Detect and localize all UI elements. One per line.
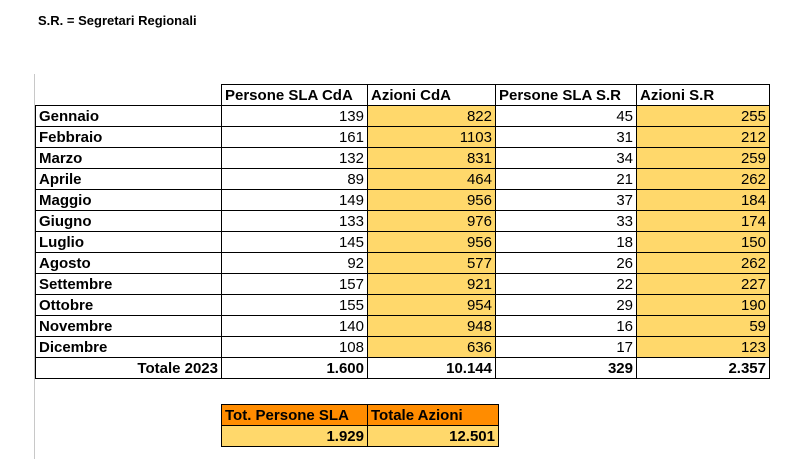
cell-persone-sla-sr: 17 (496, 337, 637, 358)
summary-totals-table (221, 404, 499, 447)
cell-persone-sla-sr: 45 (496, 106, 637, 127)
month-label: Giugno (36, 211, 222, 232)
month-label: Febbraio (36, 127, 222, 148)
table-row (36, 127, 770, 148)
total-row (36, 358, 770, 379)
table-row (36, 253, 770, 274)
cell-azioni-sr: 174 (637, 211, 770, 232)
month-label: Novembre (36, 316, 222, 337)
cell-azioni-sr: 184 (637, 190, 770, 211)
summary-value-persone: 1.929 (222, 426, 368, 447)
table-row (36, 190, 770, 211)
month-label: Marzo (36, 148, 222, 169)
total-cell-azioni-cda: 10.144 (368, 358, 496, 379)
summary-value-azioni: 12.501 (368, 426, 499, 447)
month-label: Aprile (36, 169, 222, 190)
cell-persone-sla-cda: 140 (222, 316, 368, 337)
cell-persone-sla-cda: 139 (222, 106, 368, 127)
total-label: Totale 2023 (36, 358, 222, 379)
cell-persone-sla-sr: 34 (496, 148, 637, 169)
cell-persone-sla-cda: 133 (222, 211, 368, 232)
cell-persone-sla-cda: 155 (222, 295, 368, 316)
summary-header-row (222, 405, 499, 426)
header-azioni-cda: Azioni CdA (368, 85, 496, 106)
cell-persone-sla-cda: 157 (222, 274, 368, 295)
cell-persone-sla-cda: 89 (222, 169, 368, 190)
cell-persone-sla-sr: 26 (496, 253, 637, 274)
legend-note: S.R. = Segretari Regionali (38, 13, 197, 28)
table-row (36, 274, 770, 295)
cell-persone-sla-sr: 31 (496, 127, 637, 148)
cell-azioni-cda: 636 (368, 337, 496, 358)
summary-header-persone: Tot. Persone SLA (222, 405, 368, 426)
cell-azioni-sr: 150 (637, 232, 770, 253)
cell-persone-sla-cda: 149 (222, 190, 368, 211)
cell-azioni-sr: 212 (637, 127, 770, 148)
month-label: Agosto (36, 253, 222, 274)
cell-azioni-sr: 190 (637, 295, 770, 316)
table-header-row (36, 85, 770, 106)
month-label: Ottobre (36, 295, 222, 316)
cell-azioni-cda: 956 (368, 232, 496, 253)
cell-persone-sla-sr: 37 (496, 190, 637, 211)
table-row (36, 316, 770, 337)
cell-azioni-cda: 921 (368, 274, 496, 295)
monthly-stats-table (35, 84, 770, 379)
cell-azioni-sr: 123 (637, 337, 770, 358)
header-persone-sla-cda: Persone SLA CdA (222, 85, 368, 106)
cell-persone-sla-cda: 108 (222, 337, 368, 358)
cell-azioni-cda: 1103 (368, 127, 496, 148)
cell-azioni-cda: 954 (368, 295, 496, 316)
table-row (36, 337, 770, 358)
cell-persone-sla-cda: 161 (222, 127, 368, 148)
cell-azioni-sr: 262 (637, 253, 770, 274)
header-empty-cell (36, 85, 222, 106)
summary-value-row (222, 426, 499, 447)
cell-persone-sla-cda: 92 (222, 253, 368, 274)
cell-azioni-sr: 259 (637, 148, 770, 169)
total-cell-azioni-sr: 2.357 (637, 358, 770, 379)
table-row (36, 169, 770, 190)
table-row (36, 211, 770, 232)
total-cell-persone-sla-cda: 1.600 (222, 358, 368, 379)
cell-azioni-cda: 822 (368, 106, 496, 127)
table-row (36, 106, 770, 127)
cell-persone-sla-sr: 21 (496, 169, 637, 190)
cell-azioni-sr: 227 (637, 274, 770, 295)
cell-azioni-cda: 831 (368, 148, 496, 169)
cell-persone-sla-cda: 145 (222, 232, 368, 253)
cell-azioni-cda: 464 (368, 169, 496, 190)
cell-azioni-sr: 59 (637, 316, 770, 337)
cell-azioni-cda: 577 (368, 253, 496, 274)
cell-persone-sla-sr: 22 (496, 274, 637, 295)
month-label: Settembre (36, 274, 222, 295)
cell-azioni-sr: 255 (637, 106, 770, 127)
month-label: Gennaio (36, 106, 222, 127)
cell-azioni-cda: 948 (368, 316, 496, 337)
cell-azioni-cda: 976 (368, 211, 496, 232)
table-row (36, 295, 770, 316)
cell-azioni-cda: 956 (368, 190, 496, 211)
header-persone-sla-sr: Persone SLA S.R (496, 85, 637, 106)
table-row (36, 148, 770, 169)
month-label: Maggio (36, 190, 222, 211)
summary-header-azioni: Totale Azioni (368, 405, 499, 426)
cell-persone-sla-sr: 16 (496, 316, 637, 337)
cell-persone-sla-cda: 132 (222, 148, 368, 169)
cell-persone-sla-sr: 29 (496, 295, 637, 316)
month-label: Dicembre (36, 337, 222, 358)
cell-azioni-sr: 262 (637, 169, 770, 190)
cell-persone-sla-sr: 33 (496, 211, 637, 232)
header-azioni-sr: Azioni S.R (637, 85, 770, 106)
month-label: Luglio (36, 232, 222, 253)
cell-persone-sla-sr: 18 (496, 232, 637, 253)
total-cell-persone-sla-sr: 329 (496, 358, 637, 379)
table-row (36, 232, 770, 253)
